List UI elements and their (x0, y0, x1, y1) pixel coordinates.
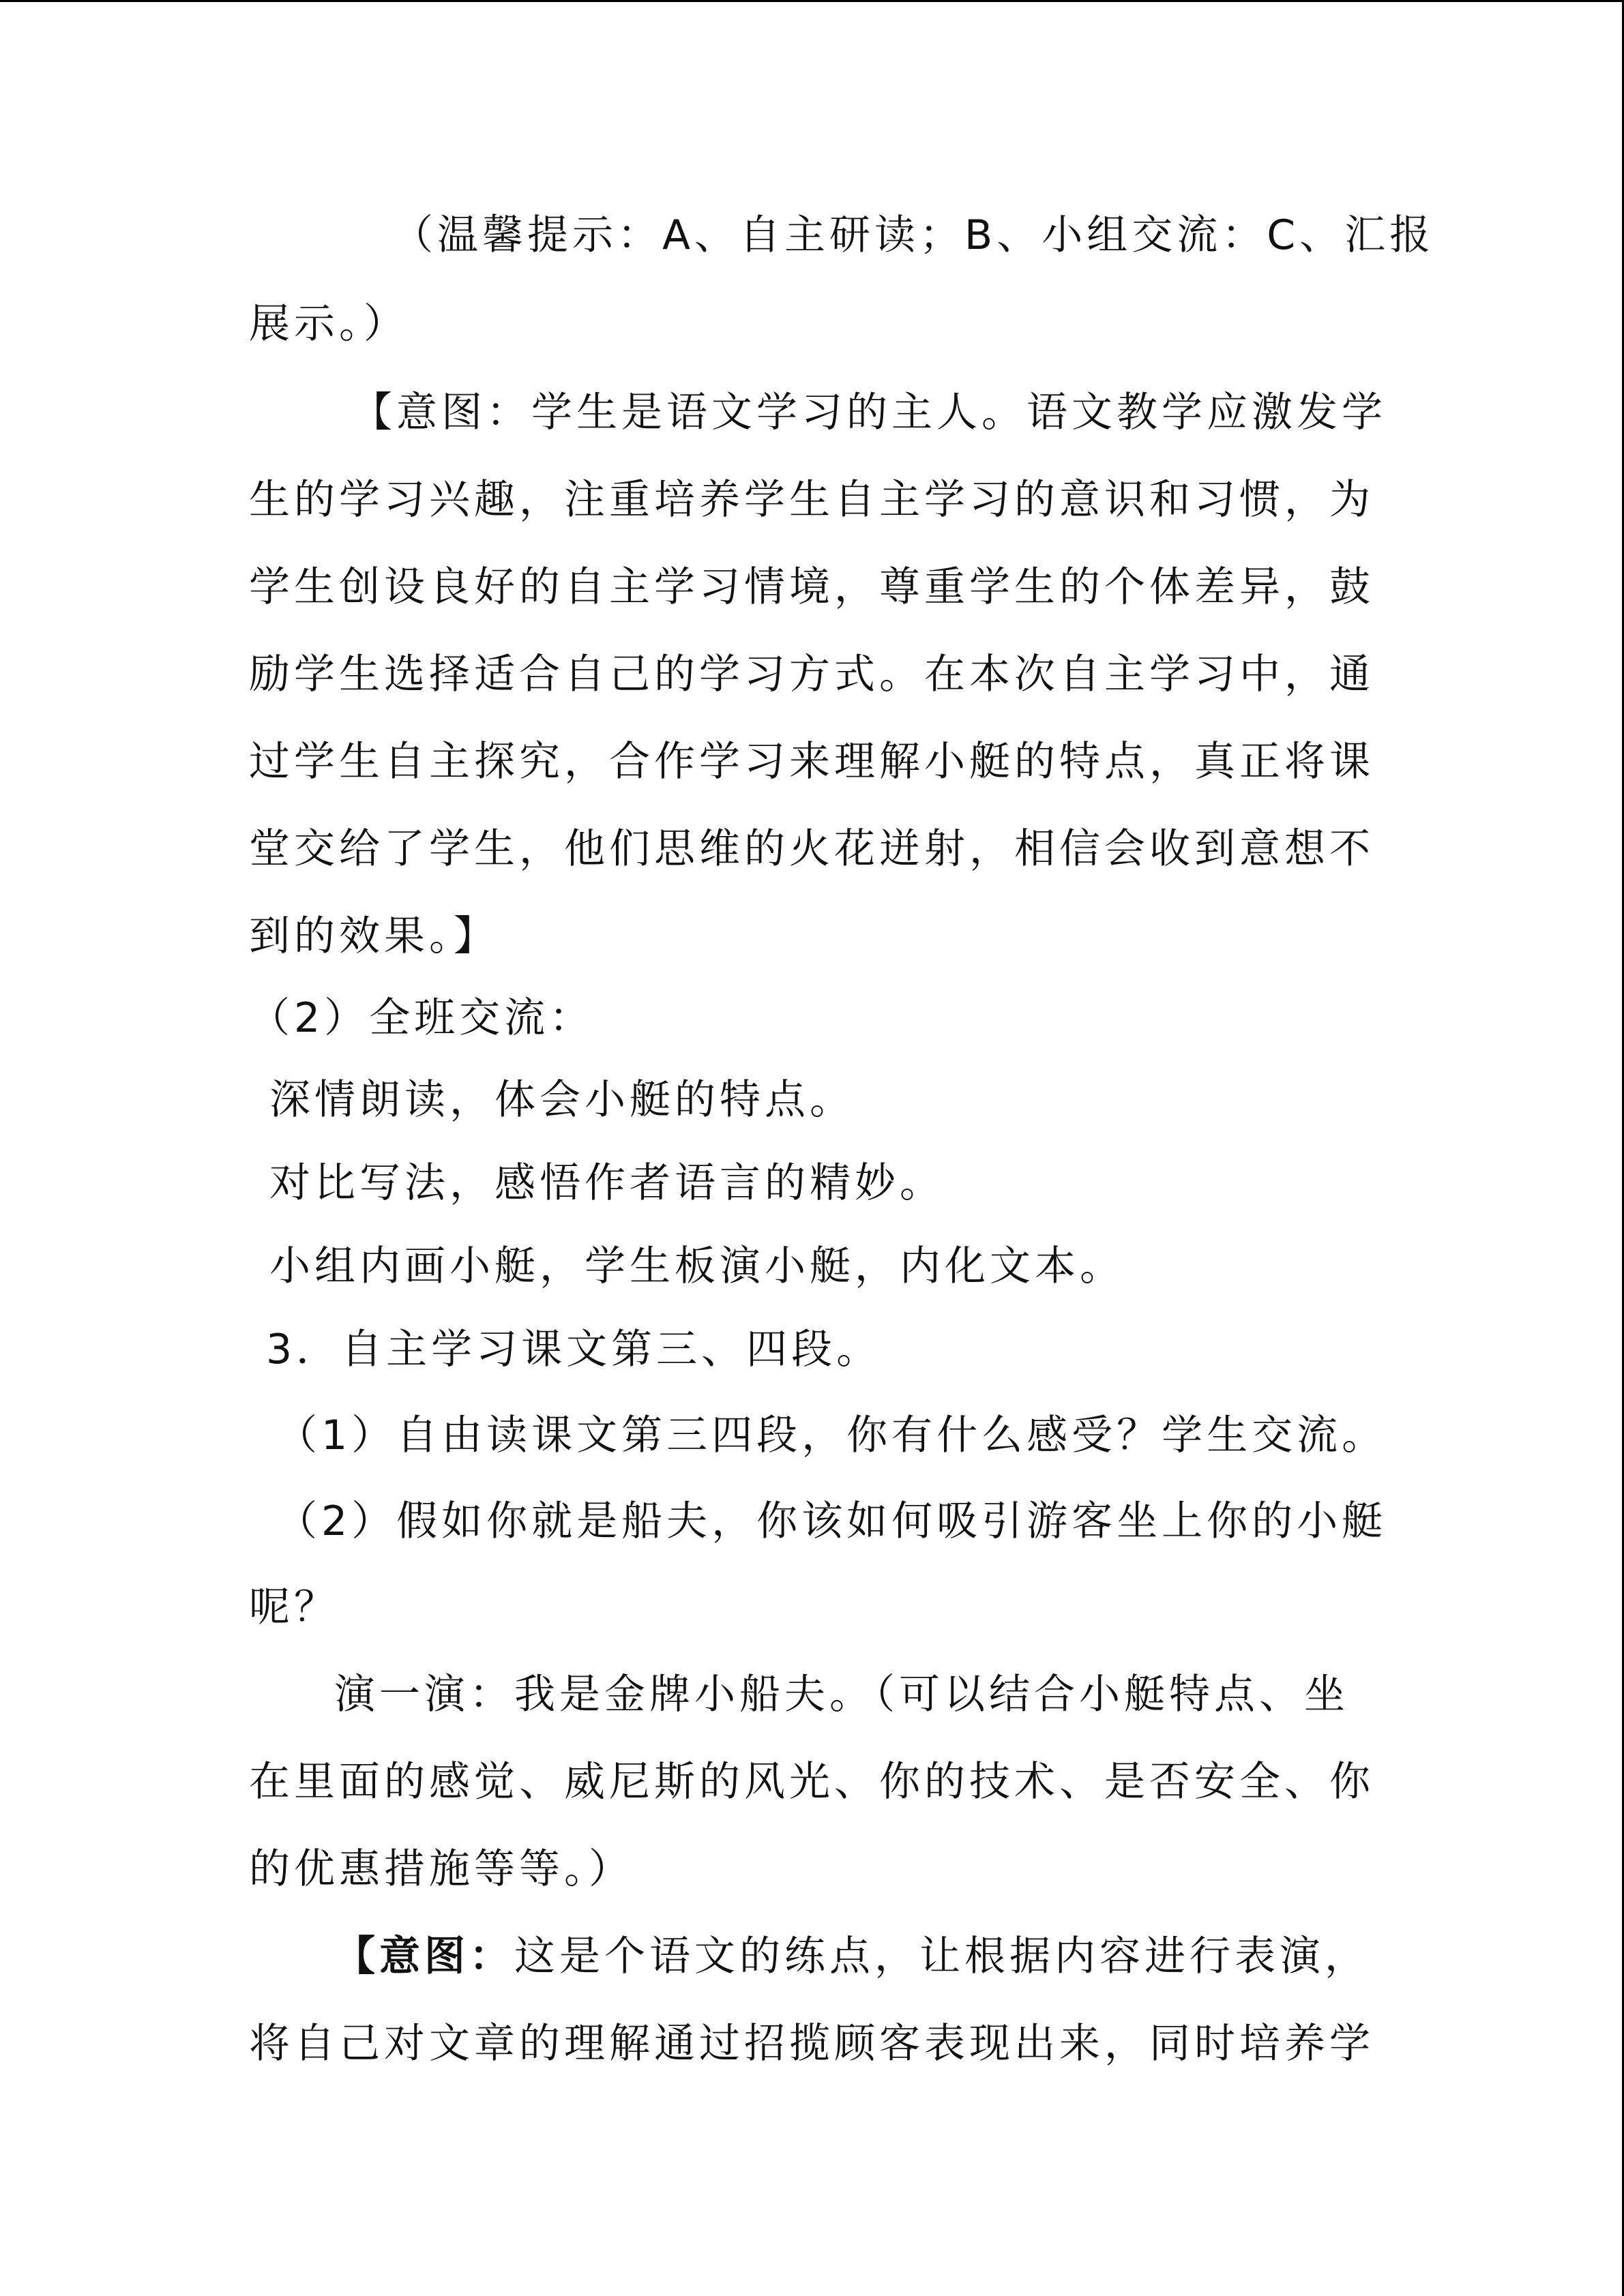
page-border-top (0, 0, 1624, 2)
intent-2-line-1 (334, 1929, 1370, 1984)
intent-paragraph-line-5: 过学生自主探究，合作学习来理解小艇的特点，真正将课 (249, 738, 1374, 786)
exchange-item-2: 对比写法，感悟作者语言的精妙。 (269, 1159, 945, 1207)
intent-2-line-2: 将自己对文章的理解通过招揽顾客表现出来，同时培养学 (249, 2020, 1374, 2068)
intent-2-text: 这是个语文的练点，让根据内容进行表演， (514, 1933, 1370, 1980)
roleplay-line-3: 的优惠措施等等。） (249, 1845, 634, 1893)
question-2-line-2: 呢？ (249, 1583, 339, 1631)
class-exchange-heading: （2）全班交流： (249, 994, 595, 1042)
question-1: （1）自由读课文第三四段，你有什么感受？学生交流。 (276, 1412, 1387, 1459)
tip-line-1: （温馨提示：A、自主研读；B、小组交流：C、汇报 (392, 211, 1435, 259)
intent-paragraph-line-7: 到的效果。】 (249, 912, 499, 960)
roleplay-line-1: 演一演：我是金牌小船夫。（可以结合小艇特点、坐 (334, 1671, 1349, 1718)
roleplay-line-2: 在里面的感觉、威尼斯的风光、你的技术、是否安全、你 (249, 1758, 1374, 1806)
section-3-heading: 3．自主学习课文第三、四段。 (266, 1326, 882, 1373)
intent-paragraph-line-3: 学生创设良好的自主学习情境，尊重学生的个体差异，鼓 (249, 563, 1374, 611)
intent-paragraph-line-6: 堂交给了学生，他们思维的火花迸射，相信会收到意想不 (249, 825, 1374, 873)
exchange-item-3: 小组内画小艇，学生板演小艇，内化文本。 (269, 1242, 1125, 1290)
tip-line-2: 展示。） (249, 300, 409, 348)
intent-2-label: 【意图： (334, 1933, 514, 1980)
question-2-line-1: （2）假如你就是船夫，你该如何吸引游客坐上你的小艇 (276, 1497, 1387, 1545)
exchange-item-1: 深情朗读，体会小艇的特点。 (269, 1076, 855, 1124)
intent-paragraph-line-1: 【意图：学生是语文学习的主人。语文教学应激发学 (351, 389, 1387, 436)
intent-paragraph-line-4: 励学生选择适合自己的学习方式。在本次自主学习中，通 (249, 651, 1374, 698)
intent-paragraph-line-2: 生的学习兴趣，注重培养学生自主学习的意识和习惯，为 (249, 476, 1374, 524)
